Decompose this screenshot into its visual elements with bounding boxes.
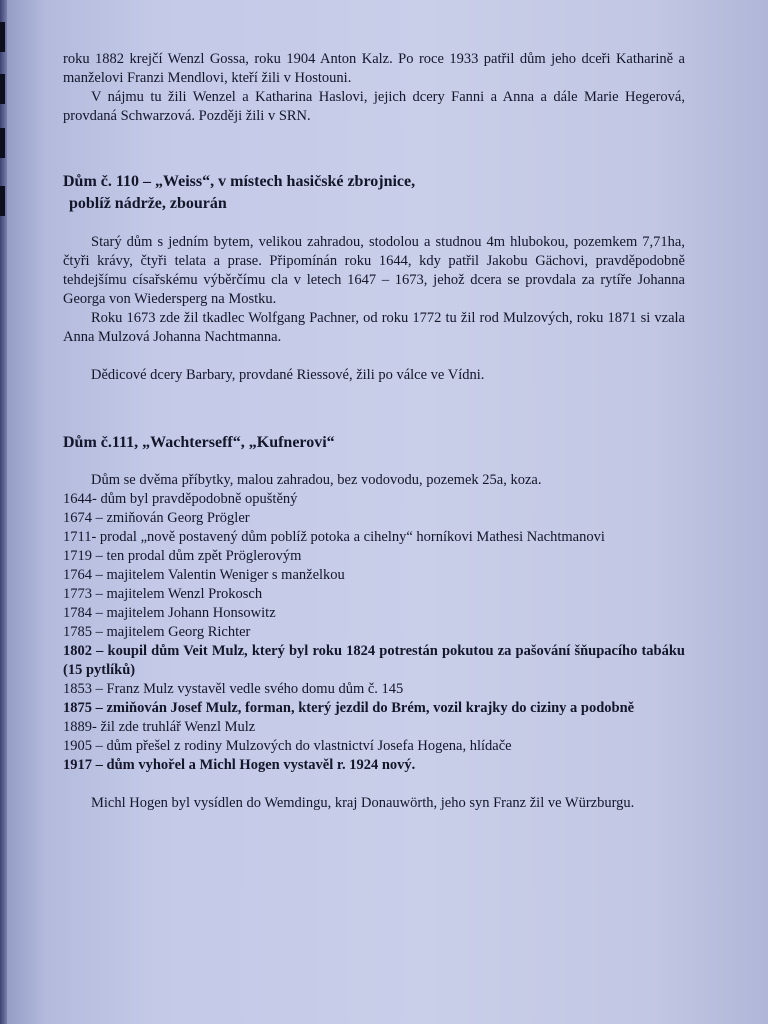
intro-paragraph-1: roku 1882 krejčí Wenzl Gossa, roku 1904 Anton Kalz. Po roce 1933 patřil dům jeho dceři Katharině a manželovi Franzi Mendlovi, kteří žili v Hostouni. bbox=[63, 51, 685, 86]
timeline-entry: 1905 – dům přešel z rodiny Mulzových do vlastnictví Josefa Hogena, hlídače bbox=[63, 738, 512, 754]
house-110-paragraph-2: Roku 1673 zde žil tkadlec Wolfgang Pachner, od roku 1772 tu žil rod Mulzových, roku 1871 si vzala Anna Mulzová Johanna Nachtmanna. bbox=[63, 310, 685, 345]
binder-hole bbox=[0, 22, 5, 52]
timeline-entry: 1917 – dům vyhořel a Michl Hogen vystavěl r. 1924 nový. bbox=[63, 757, 416, 773]
timeline-entry: 1773 – majitelem Wenzl Prokosch bbox=[63, 586, 263, 602]
house-110-paragraph-1: Starý dům s jedním bytem, velikou zahradou, stodolou a studnou 4m hlubokou, pozemkem 7,71ha, čtyři krávy, čtyři telata a prase. Připomínán roku 1644, kdy patřil Jakobu Gächovi, pravděpodobně tehdejšímu císařskému výběrčímu cla v letech 1647 – 1673, jehož dcera se provdala za rytíře Johanna Georga von Wiedersperg na Mostku. bbox=[63, 234, 685, 307]
timeline-entry: 1674 – zmiňován Georg Prögler bbox=[63, 510, 250, 526]
binder-hole bbox=[0, 128, 5, 158]
timeline-entry: 1711- prodal „nově postavený dům poblíž potoka a cihelny“ horníkovi Mathesi Nachtmanovi bbox=[63, 529, 605, 545]
intro-paragraph-2: V nájmu tu žili Wenzel a Katharina Haslovi, jejich dcery Fanni a Anna a dále Marie Hegerová, provdaná Schwarzová. Později žili v SRN. bbox=[63, 89, 685, 124]
document-page bbox=[63, 50, 685, 813]
binder-hole bbox=[0, 74, 5, 104]
house-110-heading bbox=[63, 171, 685, 215]
intro-section bbox=[63, 50, 685, 126]
timeline-entry: 1875 – zmiňován Josef Mulz, forman, který jezdil do Brém, vozil krajky do ciziny a podobně bbox=[63, 700, 635, 716]
house-110-section bbox=[63, 171, 685, 385]
house-111-closing: Michl Hogen byl vysídlen do Wemdingu, kraj Donauwörth, jeho syn Franz žil ve Würzburgu. bbox=[91, 795, 635, 811]
house-111-heading: Dům č.111, „Wachterseff“, „Kufnerovi“ bbox=[63, 434, 335, 451]
house-111-timeline bbox=[63, 490, 685, 775]
house-110-heading-line2: poblíž nádrže, zbourán bbox=[69, 195, 227, 212]
timeline-entry: 1889- žil zde truhlář Wenzl Mulz bbox=[63, 719, 256, 735]
house-110-paragraph-3: Dědicové dcery Barbary, provdané Riessové, žili po válce ve Vídni. bbox=[91, 367, 485, 383]
timeline-entry: 1784 – majitelem Johann Honsowitz bbox=[63, 605, 276, 621]
timeline-entry: 1644- dům byl pravděpodobně opuštěný bbox=[63, 491, 298, 507]
timeline-entry: 1764 – majitelem Valentin Weniger s manželkou bbox=[63, 567, 345, 583]
binder-hole bbox=[0, 186, 5, 216]
timeline-entry: 1785 – majitelem Georg Richter bbox=[63, 624, 251, 640]
house-111-section bbox=[63, 432, 685, 813]
timeline-entry: 1802 – koupil dům Veit Mulz, který byl roku 1824 potrestán pokutou za pašování šňupacího tabáku (15 pytlíků) bbox=[63, 643, 685, 678]
timeline-entry: 1853 – Franz Mulz vystavěl vedle svého domu dům č. 145 bbox=[63, 681, 404, 697]
timeline-entry: 1719 – ten prodal dům zpět Pröglerovým bbox=[63, 548, 302, 564]
house-110-heading-line1: Dům č. 110 – „Weiss“, v místech hasičské zbrojnice, bbox=[63, 173, 416, 190]
house-111-intro: Dům se dvěma příbytky, malou zahradou, bez vodovodu, pozemek 25a, koza. bbox=[91, 472, 542, 488]
